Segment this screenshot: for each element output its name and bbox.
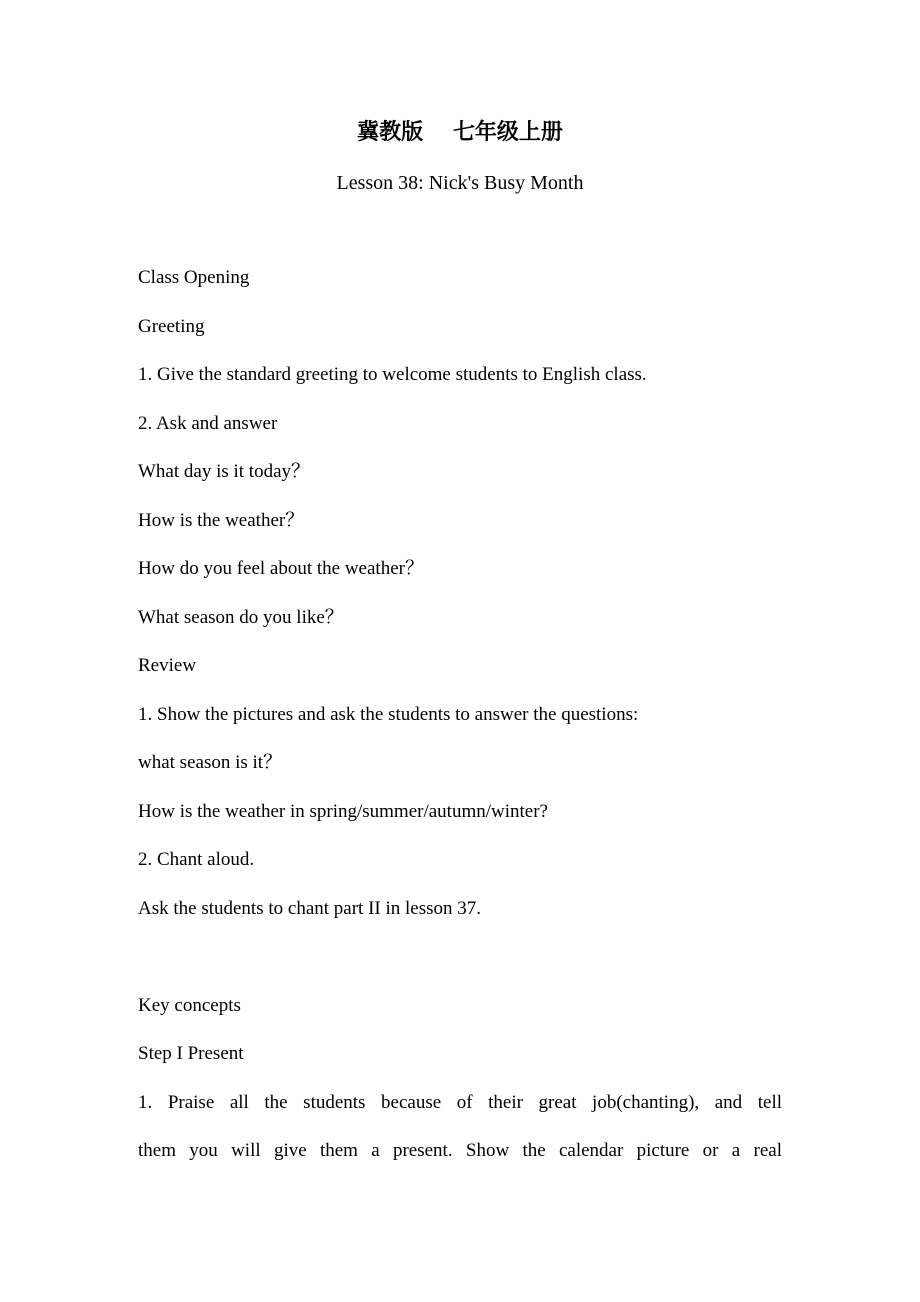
paragraph-question-day: What day is it today？	[138, 461, 311, 482]
lesson-title: Lesson 38: Nick's Busy Month	[336, 172, 584, 194]
paragraph-review: Review	[138, 655, 197, 676]
paragraph-greeting-step2: 2. Ask and answer	[138, 412, 278, 434]
paragraph-present-line2: them you will give them a present. Show the calendar picture or a real	[138, 1140, 782, 1161]
paragraph-question-feel: How do you feel about the weather？	[138, 558, 424, 579]
paragraph-present-line1: 1. Praise all the students because of their great job(chanting), and tell	[138, 1091, 782, 1113]
paragraph-class-opening: Class Opening	[138, 267, 250, 288]
blank-line	[138, 933, 782, 982]
paragraph-review-step1: 1. Show the pictures and ask the students to answer the questions:	[138, 703, 639, 725]
document-body	[138, 254, 782, 1176]
paragraph-review-question2: How is the weather in spring/summer/autumn/winter?	[138, 800, 548, 822]
paragraph-review-step2: 2. Chant aloud.	[138, 849, 255, 870]
paragraph-question-weather: How is the weather？	[138, 509, 305, 531]
paragraph-step1-present: Step I Present	[138, 1043, 244, 1064]
paragraph-key-concepts: Key concepts	[138, 994, 241, 1016]
document-title: 冀教版 七年级上册	[357, 120, 563, 145]
paragraph-greeting: Greeting	[138, 315, 205, 337]
paragraph-question-season: What season do you like？	[138, 606, 344, 628]
paragraph-greeting-step1: 1. Give the standard greeting to welcome students to English class.	[138, 364, 647, 385]
paragraph-chant-note: Ask the students to chant part II in lesson 37.	[138, 897, 482, 919]
paragraph-review-question1: what season is it？	[138, 752, 283, 773]
